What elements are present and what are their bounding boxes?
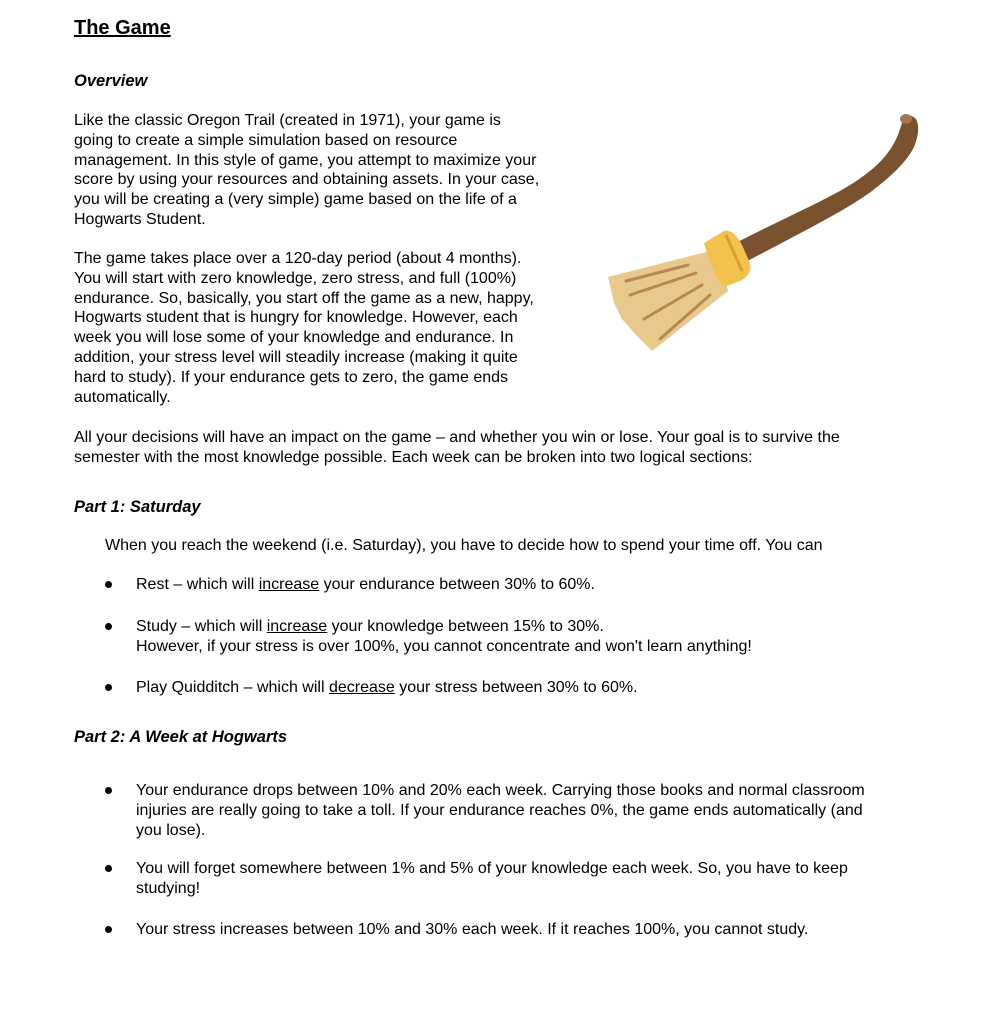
part1-intro: When you reach the weekend (i.e. Saturday), you have to decide how to spend your time off. You can bbox=[105, 537, 823, 554]
item-text: your stress between 30% to 60%. bbox=[394, 679, 638, 696]
broom-handle-knob bbox=[900, 114, 912, 124]
text-line: The game takes place over a 120-day period (about 4 months). bbox=[74, 250, 522, 267]
text-line: Hogwarts student that is hungry for knowledge. However, each bbox=[74, 309, 518, 327]
text-line: week you will lose some of your knowledge and endurance. In bbox=[74, 329, 514, 347]
item-text: Play Quidditch – which will bbox=[136, 679, 329, 696]
text-line: Like the classic Oregon Trail (created in 1971), your game is bbox=[74, 112, 501, 129]
part1-item-quidditch bbox=[136, 678, 936, 698]
part2-heading: Part 2: A Week at Hogwarts bbox=[74, 728, 288, 746]
item-underlined: decrease bbox=[328, 679, 395, 696]
part1-heading: Part 1: Saturday bbox=[74, 498, 201, 516]
page-title: The Game bbox=[74, 17, 171, 39]
overview-paragraph-2 bbox=[74, 249, 534, 407]
bullet-icon bbox=[105, 684, 112, 691]
text-line: automatically. bbox=[74, 388, 171, 406]
item-underlined: increase bbox=[258, 576, 320, 593]
item-text: your endurance between 30% to 60%. bbox=[319, 576, 595, 593]
text-line: Hogwarts Student. bbox=[74, 210, 206, 228]
bullet-icon bbox=[105, 581, 112, 588]
part1-item-study bbox=[136, 617, 936, 657]
bullet-icon bbox=[105, 865, 112, 872]
item-text: your knowledge between 15% to 30%. bbox=[327, 618, 604, 635]
text-line: hard to study). If your endurance gets to zero, the game ends bbox=[74, 368, 509, 386]
part2-item-endurance bbox=[136, 781, 936, 840]
text-line: score by using your resources and obtaining assets. In your case, bbox=[74, 171, 540, 189]
broom-bristles bbox=[608, 249, 728, 351]
text-line: you will be creating a (very simple) game based on the life of a bbox=[74, 191, 517, 209]
text-line: Your stress increases between 10% and 30% each week. If it reaches 100%, you cannot study. bbox=[136, 921, 809, 938]
text-line: You will forget somewhere between 1% and 5% of your knowledge each week. So, you have to keep bbox=[136, 860, 848, 877]
part2-item-knowledge bbox=[136, 859, 936, 899]
text-line: injuries are really going to take a toll. If your endurance reaches 0%, the game ends automatically (and bbox=[136, 801, 863, 819]
text-line: you lose). bbox=[136, 821, 206, 839]
text-line: going to create a simple simulation based on resource bbox=[74, 131, 458, 149]
item-text: Study – which will bbox=[136, 618, 267, 635]
text-line: addition, your stress level will steadily increase (making it quite bbox=[74, 348, 518, 366]
overview-paragraph-3 bbox=[74, 428, 840, 468]
text-line: endurance. So, basically, you start off the game as a new, happy, bbox=[74, 289, 534, 307]
bullet-icon bbox=[105, 926, 112, 933]
part1-item-rest bbox=[136, 575, 936, 595]
item-underlined: increase bbox=[266, 618, 328, 635]
text-line: semester with the most knowledge possible. Each week can be broken into two logical sections: bbox=[74, 448, 753, 466]
overview-heading: Overview bbox=[74, 72, 148, 90]
bullet-icon bbox=[105, 623, 112, 630]
text-line: management. In this style of game, you attempt to maximize your bbox=[74, 151, 537, 169]
broom-handle bbox=[728, 116, 918, 265]
text-line: You will start with zero knowledge, zero stress, and full (100%) bbox=[74, 269, 517, 287]
broomstick-illustration bbox=[600, 105, 925, 360]
text-line: Your endurance drops between 10% and 20% each week. Carrying those books and normal classroom bbox=[136, 782, 865, 799]
item-text: Rest – which will bbox=[136, 576, 259, 593]
part2-item-stress bbox=[136, 920, 936, 940]
text-line: studying! bbox=[136, 879, 201, 897]
overview-paragraph-1 bbox=[74, 111, 539, 230]
bullet-icon bbox=[105, 787, 112, 794]
item-text-line2: However, if your stress is over 100%, you cannot concentrate and won't learn anything! bbox=[136, 637, 752, 655]
text-line: All your decisions will have an impact on the game – and whether you win or lose. Your goal is to survive the bbox=[74, 429, 840, 446]
